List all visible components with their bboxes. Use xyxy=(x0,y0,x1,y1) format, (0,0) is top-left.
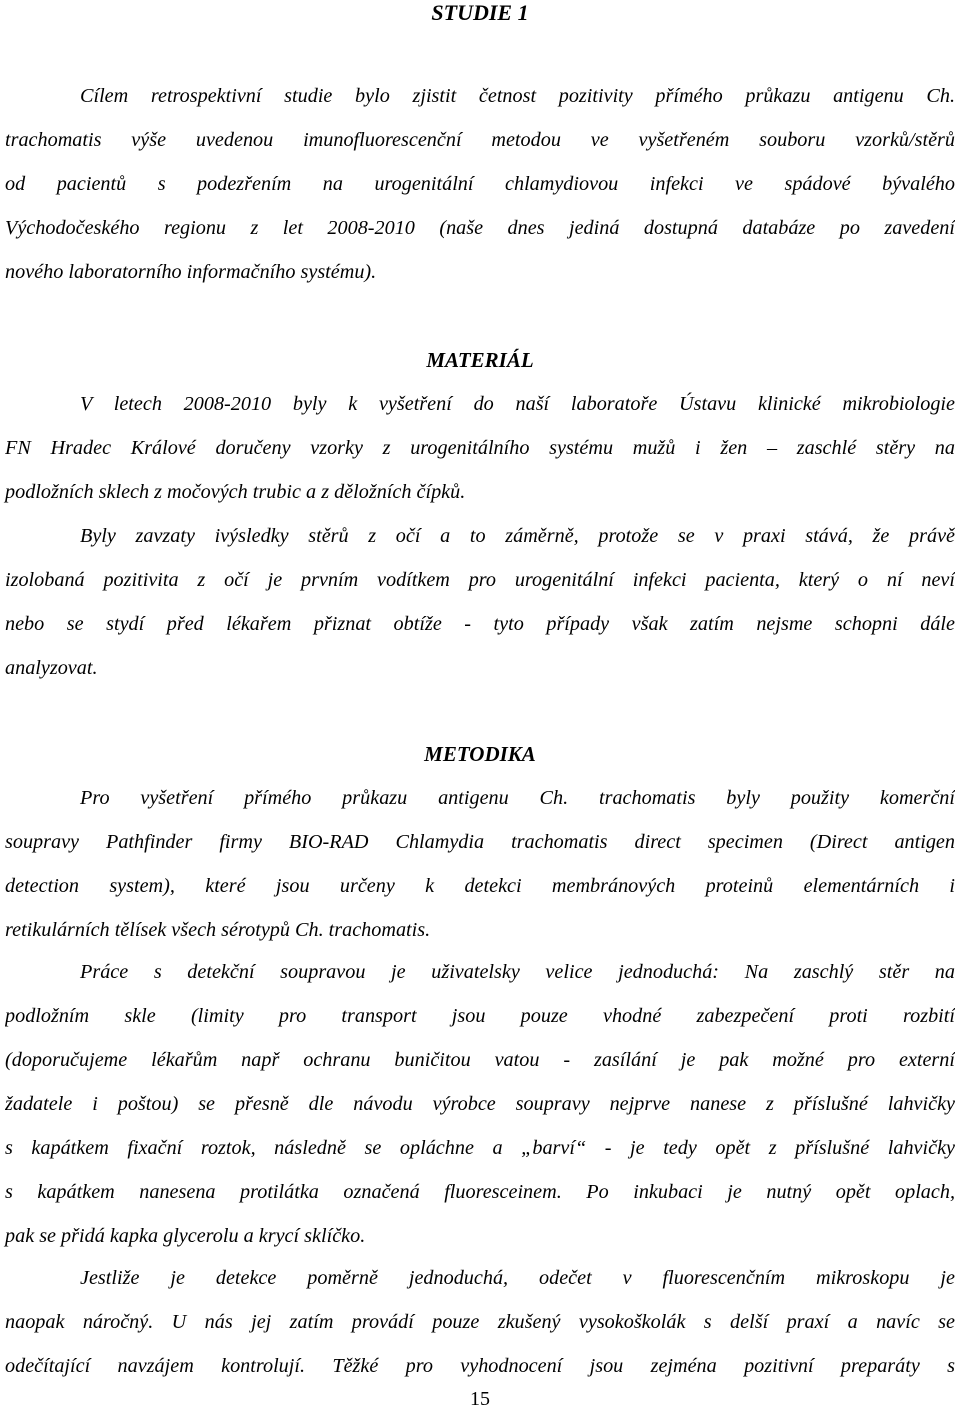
section-heading-metodika: METODIKA xyxy=(424,742,536,766)
text-line: nového laboratorního informačního systému). xyxy=(5,261,377,283)
text-line: (doporučujeme lékařům např ochranu buničitou vatou - zasílání je pak možné pro externí xyxy=(5,1049,955,1071)
page-title: STUDIE 1 xyxy=(431,0,529,25)
text-line: s kapátkem fixační roztok, následně se opláchne a „barví“ - je tedy opět z příslušné lahvičky xyxy=(5,1137,955,1159)
metodika-paragraph-1 xyxy=(5,776,955,952)
text-line: nebo se stydí před lékařem přiznat obtíže - tyto případy však zatím nejsme schopni dále xyxy=(5,613,955,635)
metodika-paragraph-3 xyxy=(5,1256,955,1388)
text-line: V letech 2008-2010 byly k vyšetření do naší laboratoře Ústavu klinické mikrobiologie xyxy=(80,393,955,415)
text-line: retikulárních tělísek všech sérotypů Ch. trachomatis. xyxy=(5,919,431,941)
text-line: trachomatis výše uvedenou imunofluorescenční metodou ve vyšetřeném souboru vzorků/stěrů xyxy=(5,129,955,151)
text-line: soupravy Pathfinder firmy BIO-RAD Chlamydia trachomatis direct specimen (Direct antigen xyxy=(5,831,955,853)
intro-paragraph xyxy=(5,74,955,294)
text-line: Jestliže je detekce poměrně jednoduchá, odečet v fluorescenčním mikroskopu je xyxy=(80,1267,955,1289)
text-line: podložních sklech z močových trubic a z děložních čípků. xyxy=(5,481,466,503)
text-line: pak se přidá kapka glycerolu a krycí sklíčko. xyxy=(5,1225,366,1247)
text-line: naopak náročný. U nás jej zatím provádí pouze zkušený vysokoškolák s delší praxí a navíc se xyxy=(5,1311,955,1333)
text-line: Východočeského regionu z let 2008-2010 (naše dnes jediná dostupná databáze po zavedení xyxy=(5,217,955,239)
text-line: FN Hradec Králové doručeny vzorky z urogenitálního systému mužů i žen – zaschlé stěry na xyxy=(5,437,955,459)
text-line: s kapátkem nanesena protilátka označená fluoresceinem. Po inkubaci je nutný opět oplach, xyxy=(5,1181,955,1203)
material-paragraph-1 xyxy=(5,382,955,514)
text-line: Byly zavzaty ivýsledky stěrů z očí a to záměrně, protože se v praxi stává, že právě xyxy=(80,525,955,547)
page-number: 15 xyxy=(470,1388,490,1410)
text-line: odečítající navzájem kontrolují. Těžké pro vyhodnocení jsou zejména pozitivní preparáty s xyxy=(5,1355,955,1377)
section-heading-material: MATERIÁL xyxy=(426,348,534,372)
text-line: podložním skle (limity pro transport jsou pouze vhodné zabezpečení proti rozbití xyxy=(5,1005,955,1027)
text-line: žadatele i poštou) se přesně dle návodu výrobce soupravy nejprve nanese z příslušné lahvičky xyxy=(5,1093,955,1115)
text-line: Pro vyšetření přímého průkazu antigenu Ch. trachomatis byly použity komerční xyxy=(80,787,955,809)
text-line: detection system), které jsou určeny k detekci membránových proteinů elementárních i xyxy=(5,875,955,897)
metodika-paragraph-2 xyxy=(5,950,955,1258)
text-line: Cílem retrospektivní studie bylo zjistit četnost pozitivity přímého průkazu antigenu Ch. xyxy=(80,85,955,107)
text-line: od pacientů s podezřením na urogenitální chlamydiovou infekci ve spádové bývalého xyxy=(5,173,955,195)
material-paragraph-2 xyxy=(5,514,955,690)
text-line: analyzovat. xyxy=(5,657,98,679)
text-line: izolobaná pozitivita z očí je prvním vodítkem pro urogenitální infekci pacienta, který o ní neví xyxy=(5,569,955,591)
text-line: Práce s detekční soupravou je uživatelsky velice jednoduchá: Na zaschlý stěr na xyxy=(80,961,955,983)
